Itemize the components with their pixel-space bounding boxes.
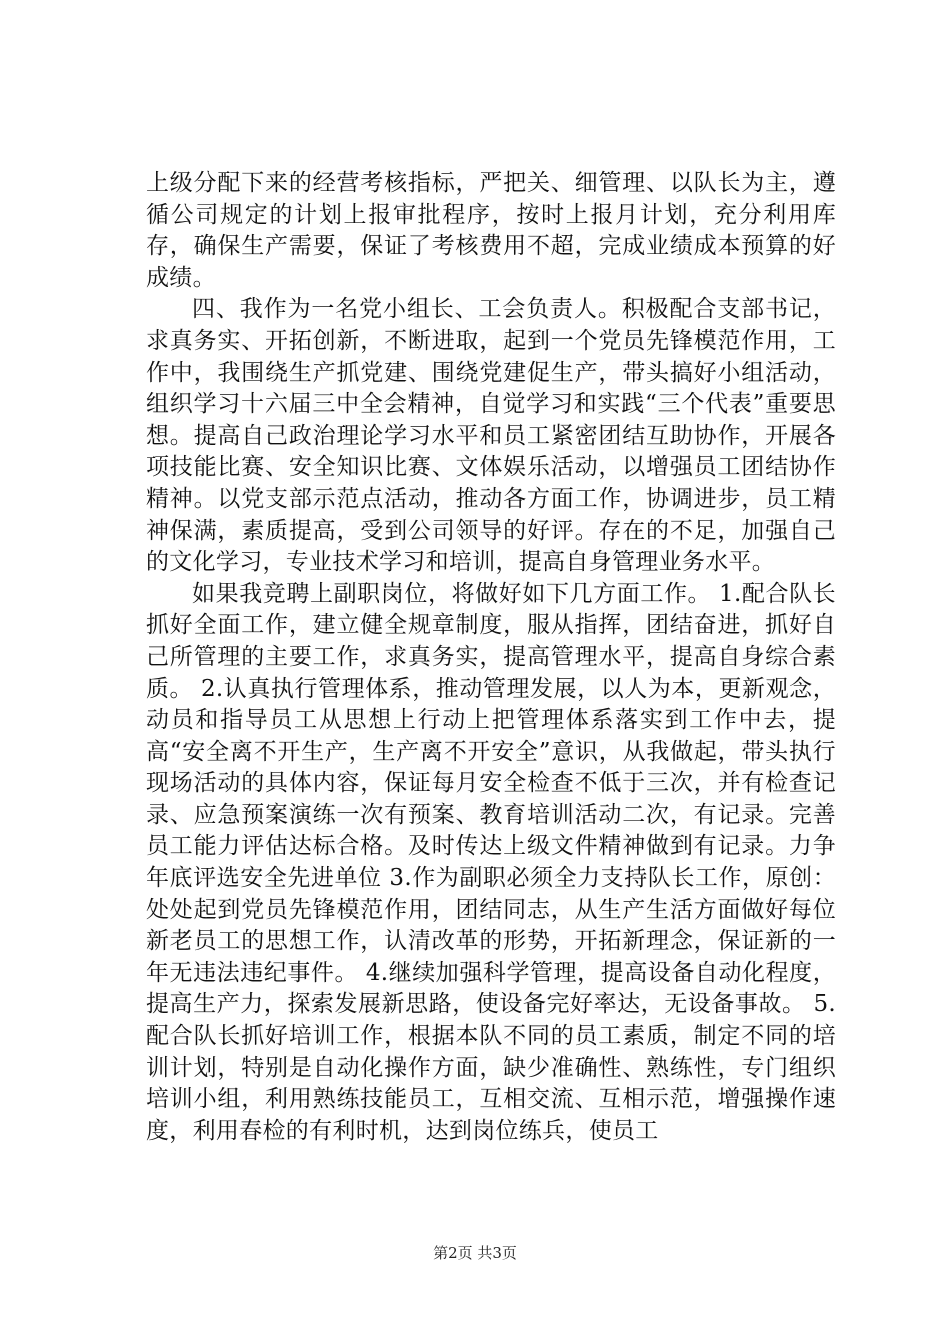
body-text [146, 168, 836, 1147]
paragraph-continuation: 上级分配下来的经营考核指标，严把关、细管理、以队长为主，遵循公司规定的计划上报审批程序，按时上报月计划，充分利用库存，确保生产需要，保证了考核费用不超，完成业绩成本预算的好成绩。 [146, 170, 836, 291]
page-footer: 第2页 共3页 [433, 1244, 517, 1262]
paragraph-party-work: 四、我作为一名党小组长、工会负责人。积极配合支部书记，求真务实、开拓创新，不断进取，起到一个党员先锋模范作用，工作中，我围绕生产抓党建、围绕党建促生产，带头搞好小组活动，组织学习十六届三中全会精神，自觉学习和实践“三个代表”重要思想。提高自己政治理论学习水平和员工紧密团结互助协作，开展各项技能比赛、安全知识比赛、文体娱乐活动，以增强员工团结协作精神。以党支部示范点活动，推动各方面工作，协调进步，员工精神保满，素质提高，受到公司领导的好评。存在的不足，加强自己的文化学习，专业技术学习和培训，提高自身管理业务水平。 [146, 296, 836, 576]
paragraph-future-plans: 如果我竞聘上副职岗位，将做好如下几方面工作。 1.配合队长抓好全面工作，建立健全规章制度，服从指挥，团结奋进，抓好自己所管理的主要工作，求真务实，提高管理水平，提高自身综合素质。 2.认真执行管理体系，推动管理发展，以人为本，更新观念，动员和指导员工从思想上行动上把管理体系落实到工作中去，提高“安全离不开生产，生产离不开安全”意识，从我做起，带头执行现场活动的具体内容，保证每月安全检查不低于三次，并有检查记录、应急预案演练一次有预案、教育培训活动二次，有记录。完善员工能力评估达标合格。及时传达上级文件精神做到有记录。力争年底评选安全先进单位 3.作为副职必须全力支持队长工作，原创：处处起到党员先锋模范作用，团结同志，从生产生活方面做好每位新老员工的思想工作，认清改革的形势，开拓新理念，保证新的一年无违法违纪事件。 4.继续加强科学管理，提高设备自动化程度，提高生产力，探索发展新思路，使设备完好率达，无设备事故。 5.配合队长抓好培训工作，根据本队不同的员工素质，制定不同的培训计划，特别是自动化操作方面，缺少准确性、熟练性，专门组织培训小组，利用熟练技能员工，互相交流、互相示范，增强操作速度，利用春检的有利时机，达到岗位练兵，使员工 [146, 580, 836, 1144]
